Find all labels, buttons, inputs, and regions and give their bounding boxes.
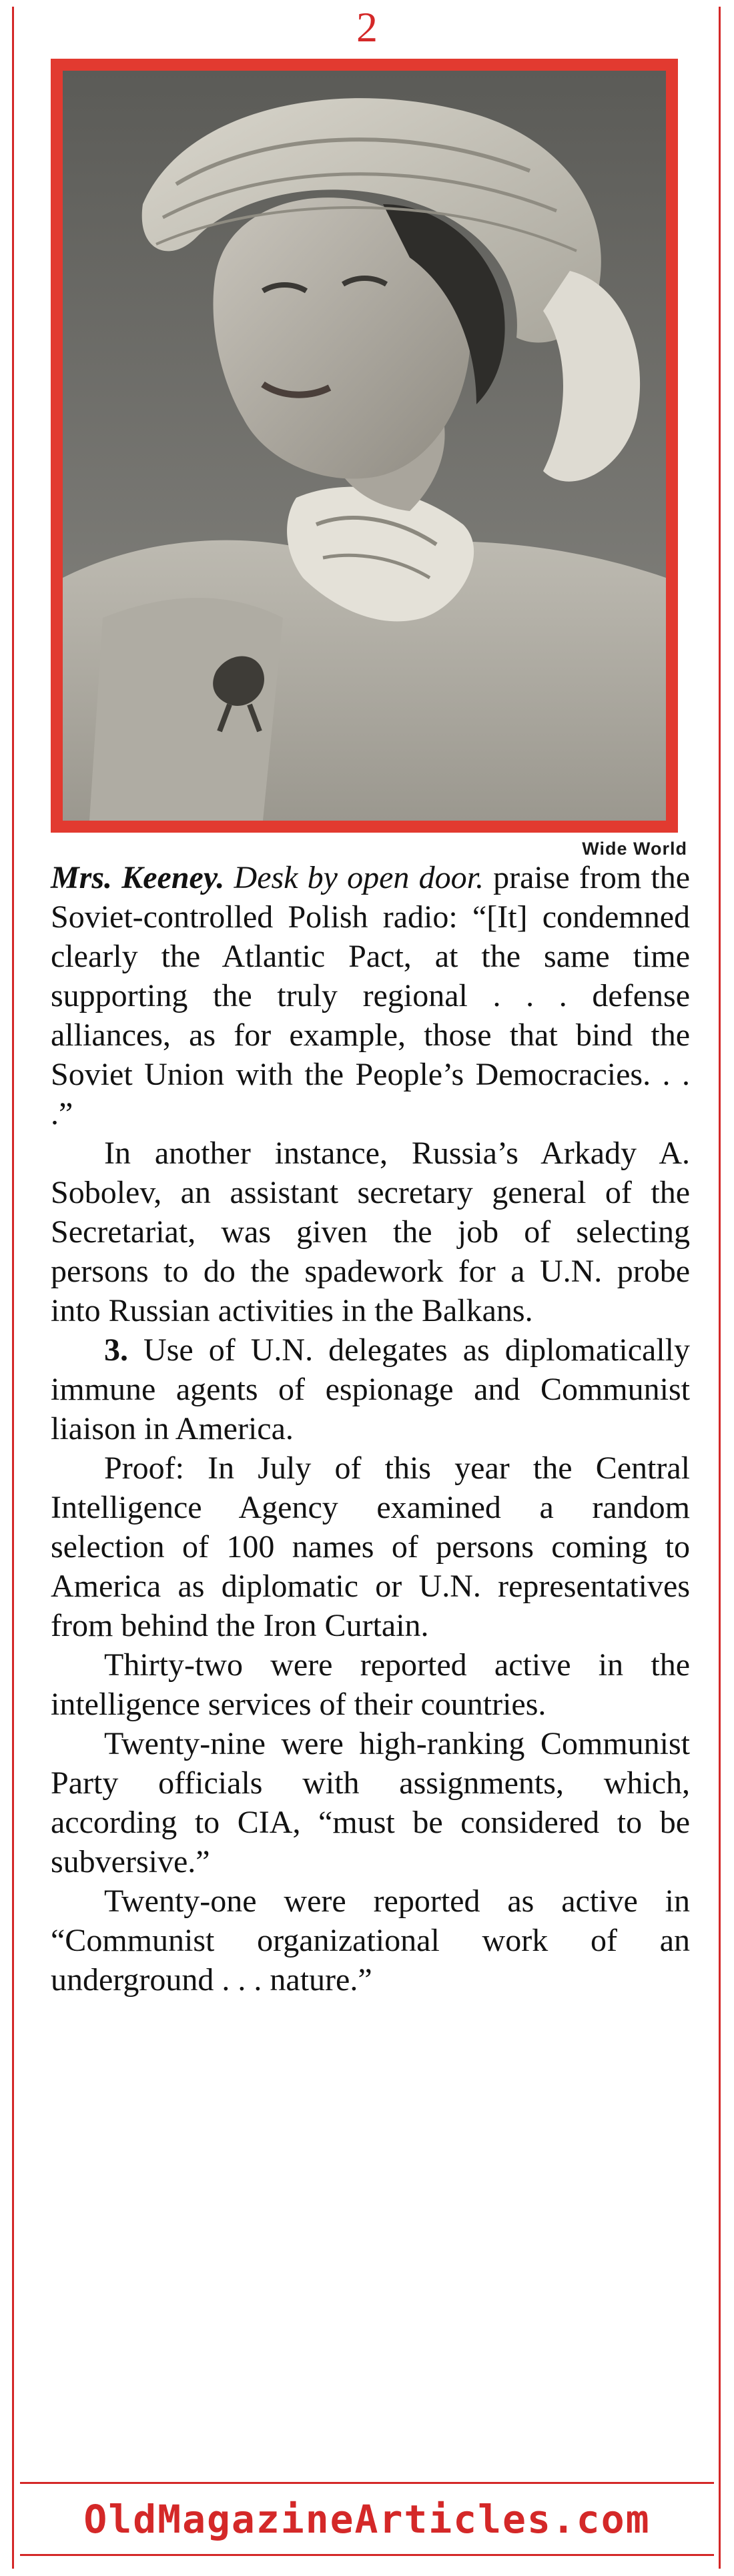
- caption-name: Mrs. Keeney.: [51, 860, 225, 895]
- portrait-photo: [63, 71, 666, 821]
- paragraph-2: In another instance, Russia’s Arkady A. Sobolev, an assistant secretary general of the Secretariat, was given the job of selecting persons to do the spadework for a U.N. probe into Russian activities in the Balkans.: [51, 1136, 690, 1328]
- article-body: [51, 858, 690, 2000]
- paragraph-5: Thirty-two were reported active in the intelligence services of their countries.: [51, 1647, 690, 1722]
- portrait-illustration: [63, 71, 666, 821]
- photo-frame: [51, 59, 678, 833]
- site-footer[interactable]: OldMagazineArticles.com: [83, 2497, 651, 2542]
- paragraph-7: Twenty-one were reported as active in “Communist organizational work of an underground . . . nature.”: [51, 1883, 690, 1998]
- paragraph-3-text: Use of U.N. delegates as diplomatically immune agents of espionage and Communist liaison in America.: [51, 1332, 691, 1446]
- paragraph-1: praise from the Soviet-controlled Polish radio: “[It] condemned clearly the Atlantic Pact, at the same time supporting the truly regional . . . defense alliances, as for example, those that bind the Soviet Union with the People’s Democracies. . . .”: [51, 860, 691, 1132]
- footer-rule-bottom: [20, 2554, 714, 2556]
- paragraph-3: [51, 1330, 690, 1448]
- photo-credit: Wide World: [582, 839, 687, 859]
- photo-caption: [51, 858, 690, 1134]
- caption-text: Desk by open door.: [234, 860, 484, 895]
- paragraph-6: Twenty-nine were high-ranking Communist Party officials with assignments, which, according to CIA, “must be considered to be subversive.”: [51, 1726, 690, 1879]
- page-number: 2: [356, 3, 378, 51]
- paragraph-4: Proof: In July of this year the Central Intelligence Agency examined a random selection of 100 names of persons coming to America as diplomatic or U.N. representatives from behind the Iron Curtain.: [51, 1450, 690, 1643]
- footer-rule-top: [20, 2482, 714, 2484]
- list-number-3: 3.: [104, 1332, 128, 1368]
